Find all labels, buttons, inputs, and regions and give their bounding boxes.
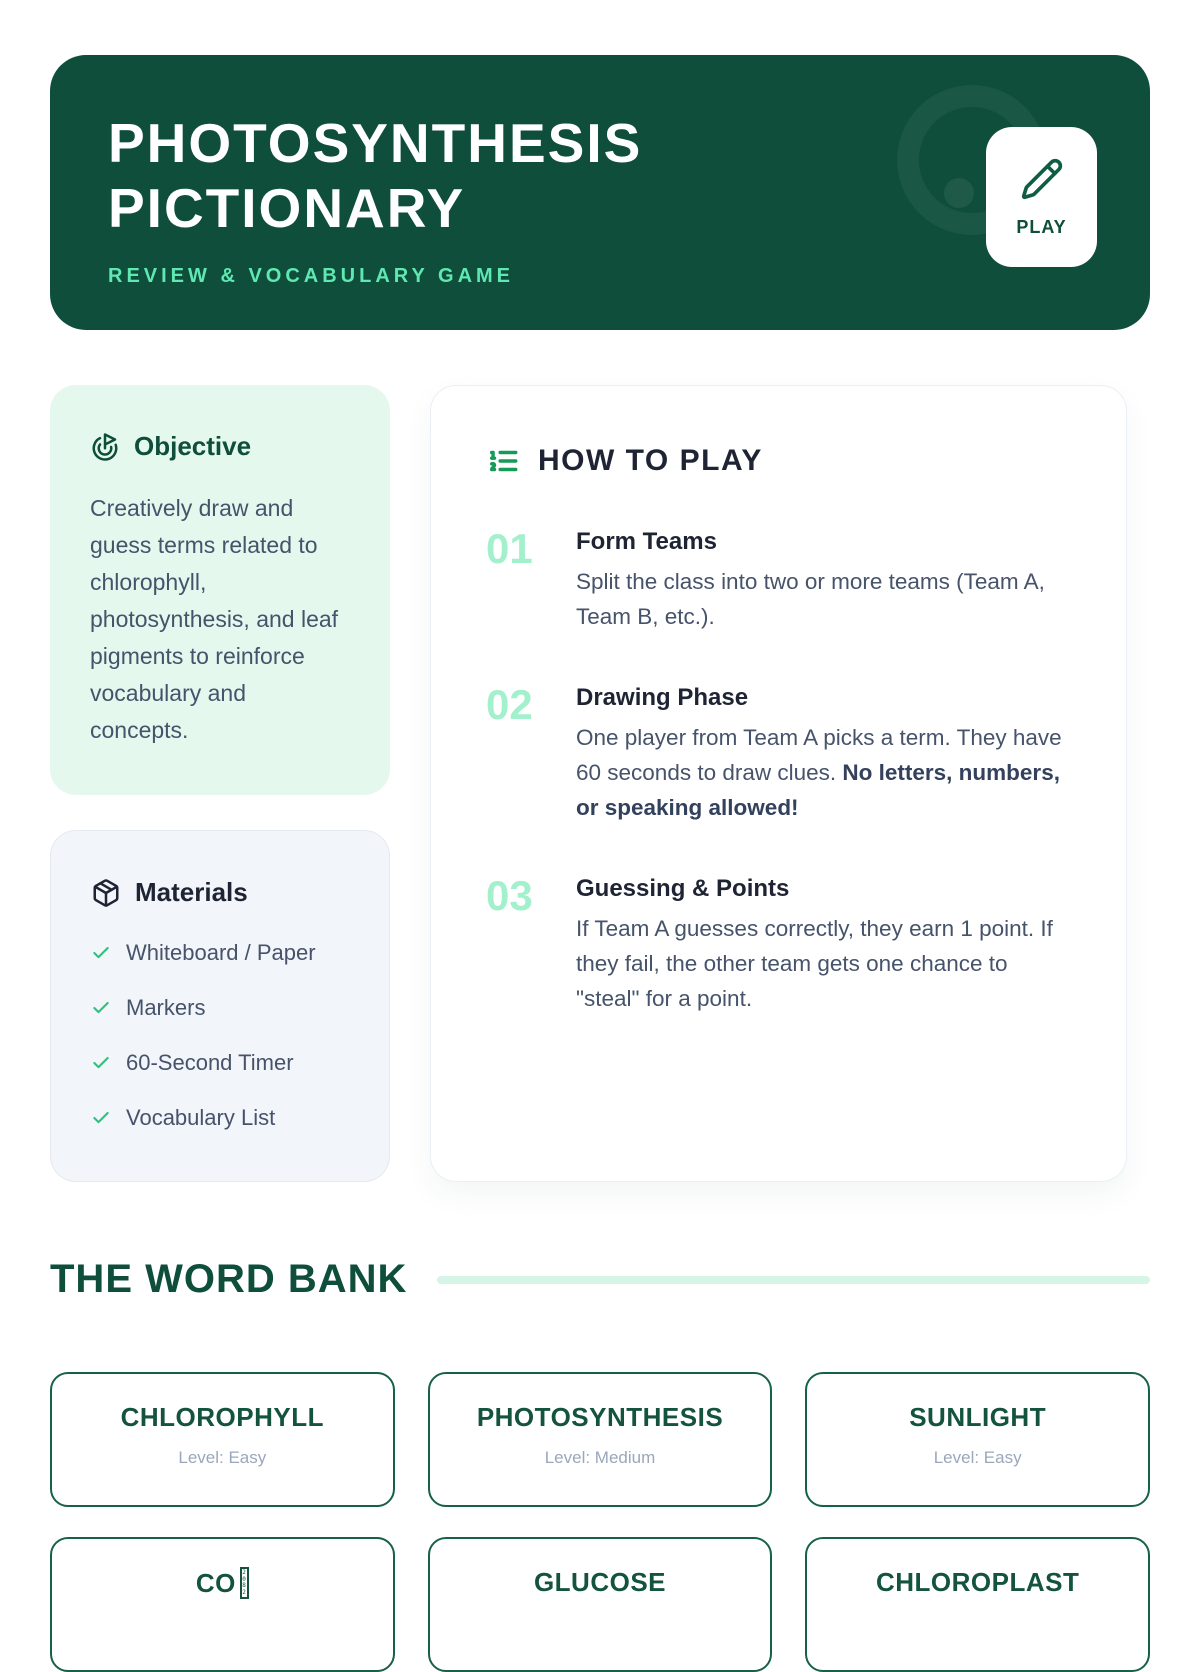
play-label: PLAY [1016,216,1067,237]
objective-title: Objective [134,431,252,461]
page-title-line2: PICTIONARY [108,176,466,239]
materials-item-label: Whiteboard / Paper [126,940,316,965]
divider-rule [437,1276,1150,1284]
decorative-dot [944,178,974,208]
how-to-play-title-row [486,444,1071,478]
level-label: Level: Medium [544,1448,656,1467]
step-number: 01 [486,525,533,572]
materials-item-label: Vocabulary List [126,1105,276,1130]
step-title: Form Teams [576,528,717,555]
objective-title-row [90,431,350,462]
materials-list-item [91,991,349,1025]
ordered-list-icon [486,444,520,478]
materials-list [91,936,349,1135]
materials-item-label: Markers [126,995,206,1020]
word-text: GLUCOSE [533,1567,667,1597]
pencil-icon [1020,157,1064,201]
word-text: CHLOROPHYLL [120,1402,325,1432]
step-1 [486,526,1071,634]
word-bank-grid [50,1372,1150,1672]
step-body-text: If Team A guesses correctly, they earn 1 point. If they fail, the other team gets one chance to "steal" for a point. [576,916,1053,1011]
check-icon [91,1053,111,1073]
step-title: Drawing Phase [576,684,749,711]
step-number: 02 [486,681,533,728]
how-to-play-card [430,385,1127,1182]
word-card-sunlight[interactable] [805,1372,1150,1507]
step-3 [486,873,1071,1016]
goal-icon [90,432,120,462]
word-bank-header [50,1257,1150,1302]
left-column [50,385,390,1182]
step-body [576,564,1066,634]
materials-list-item [91,936,349,970]
missing-glyph-box: 2082 [240,1567,249,1599]
word-label [52,1567,393,1599]
word-label [430,1567,771,1598]
word-card-glucose[interactable] [428,1537,773,1672]
play-button[interactable] [986,127,1097,267]
objective-card [50,385,390,795]
word-label [430,1402,771,1433]
materials-item-label: 60-Second Timer [126,1050,294,1075]
level-label: Level: Easy [178,1448,267,1467]
materials-title-row [91,877,349,908]
word-card-chlorophyll[interactable] [50,1372,395,1507]
materials-list-item [91,1046,349,1080]
word-label [52,1402,393,1433]
page-title-line1: PHOTOSYNTHESIS [108,112,643,174]
word-card-photosynthesis[interactable] [428,1372,773,1507]
step-body-bold: No letters, numbers, or speaking allowed! [576,760,1060,820]
step-body-text: One player from Team A picks a term. They have 60 seconds to draw clues. [576,725,1062,785]
step-number: 03 [486,872,533,919]
step-2 [486,682,1071,825]
check-icon [91,943,111,963]
main-content [50,385,1150,1182]
step-body [576,911,1066,1016]
word-label [807,1567,1148,1598]
word-bank-title: THE WORD BANK [50,1257,408,1301]
step-content [576,526,1066,634]
level-label: Level: Easy [933,1448,1022,1467]
step-body [576,720,1066,825]
hero-banner [50,55,1150,330]
page-subtitle: REVIEW & VOCABULARY GAME [108,264,515,287]
step-content [576,682,1066,825]
materials-list-item [91,1101,349,1135]
word-card-co2[interactable] [50,1537,395,1672]
word-text: CHLOROPLAST [875,1567,1080,1597]
step-title: Guessing & Points [576,875,790,902]
step-content [576,873,1066,1016]
word-text: CO [195,1567,236,1598]
check-icon [91,1108,111,1128]
step-body-text: Split the class into two or more teams (Team A, Team B, etc.). [576,569,1045,629]
package-icon [91,878,121,908]
check-icon [91,998,111,1018]
objective-body: Creatively draw and guess terms related to chlorophyll, photosynthesis, and leaf pigments to reinforce vocabulary and concepts. [90,495,339,743]
materials-title: Materials [135,877,248,907]
word-label [807,1402,1148,1433]
word-text: SUNLIGHT [909,1402,1047,1432]
how-to-play-title: HOW TO PLAY [538,444,763,477]
materials-card [50,830,390,1182]
word-text: PHOTOSYNTHESIS [476,1402,724,1432]
word-card-chloroplast[interactable] [805,1537,1150,1672]
